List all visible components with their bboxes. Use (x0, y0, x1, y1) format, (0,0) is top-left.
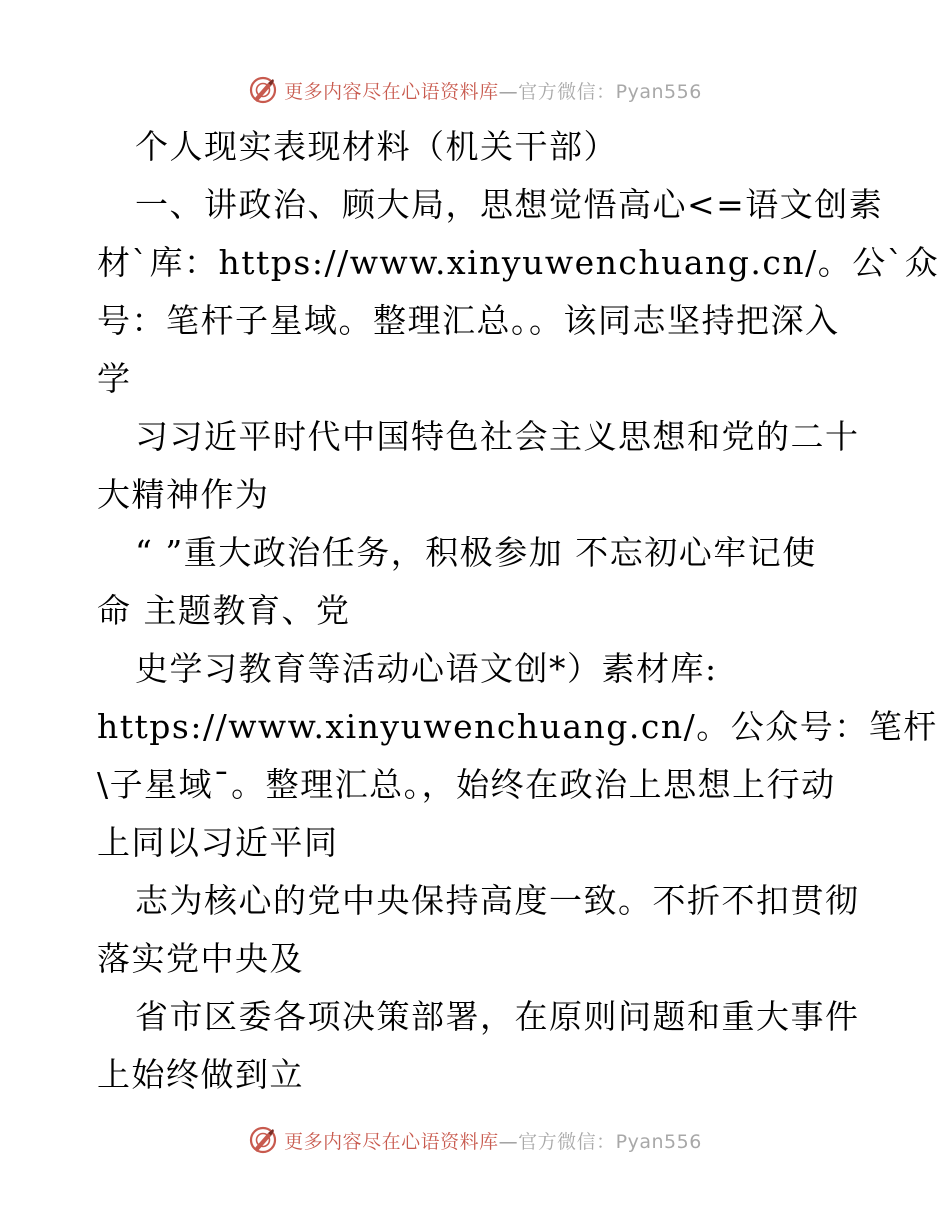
text-line: 上同以习近平同 (97, 823, 339, 862)
text-line: 一、讲政治、顾大局，思想觉悟高心<=语文创素 (135, 185, 884, 224)
text-line: 上始终做到立 (97, 1055, 304, 1094)
text-line: “ ”重大政治任务，积极参加 不忘初心牢记使 (135, 533, 817, 572)
document-body (97, 118, 940, 1104)
banner-wechat: 官方微信：Pyan556 (518, 80, 702, 103)
banner-text (284, 1127, 702, 1154)
text-line: \子星域¯。整理汇总。，始终在政治上思想上行动 (97, 765, 836, 804)
text-line: https://www.xinyuwenchuang.cn/。公众号：笔杆 (97, 707, 938, 746)
document-title: 个人现实表现材料（机关干部） (135, 127, 618, 166)
logo-icon (248, 75, 278, 105)
banner-dash: — (498, 1130, 519, 1153)
text-line: 材`库：https://www.xinyuwenchuang.cn/。公`众 (97, 243, 940, 282)
banner-title: 更多内容尽在心语资料库 (284, 1130, 499, 1153)
text-line: 习习近平时代中国特色社会主义思想和党的二十 (135, 417, 860, 456)
text-line: 志为核心的党中央保持高度一致。不折不扣贯彻 (135, 881, 860, 920)
banner-title: 更多内容尽在心语资料库 (284, 80, 499, 103)
banner-dash: — (498, 80, 519, 103)
footer-banner (0, 1120, 950, 1160)
text-line: 命 主题教育、党 (97, 591, 351, 630)
text-line: 省市区委各项决策部署，在原则问题和重大事件 (135, 997, 860, 1036)
text-line: 号：笔杆子星域。整理汇总。。该同志坚持把深入 (97, 301, 840, 340)
text-line: 史学习教育等活动心语文创*）素材库: (135, 649, 718, 688)
banner-wechat: 官方微信：Pyan556 (518, 1130, 702, 1153)
text-line: 落实党中央及 (97, 939, 304, 978)
logo-icon (248, 1125, 278, 1155)
banner-text (284, 77, 702, 104)
text-line: 大精神作为 (97, 475, 270, 514)
header-banner (0, 70, 950, 110)
text-line: 学 (97, 359, 132, 398)
